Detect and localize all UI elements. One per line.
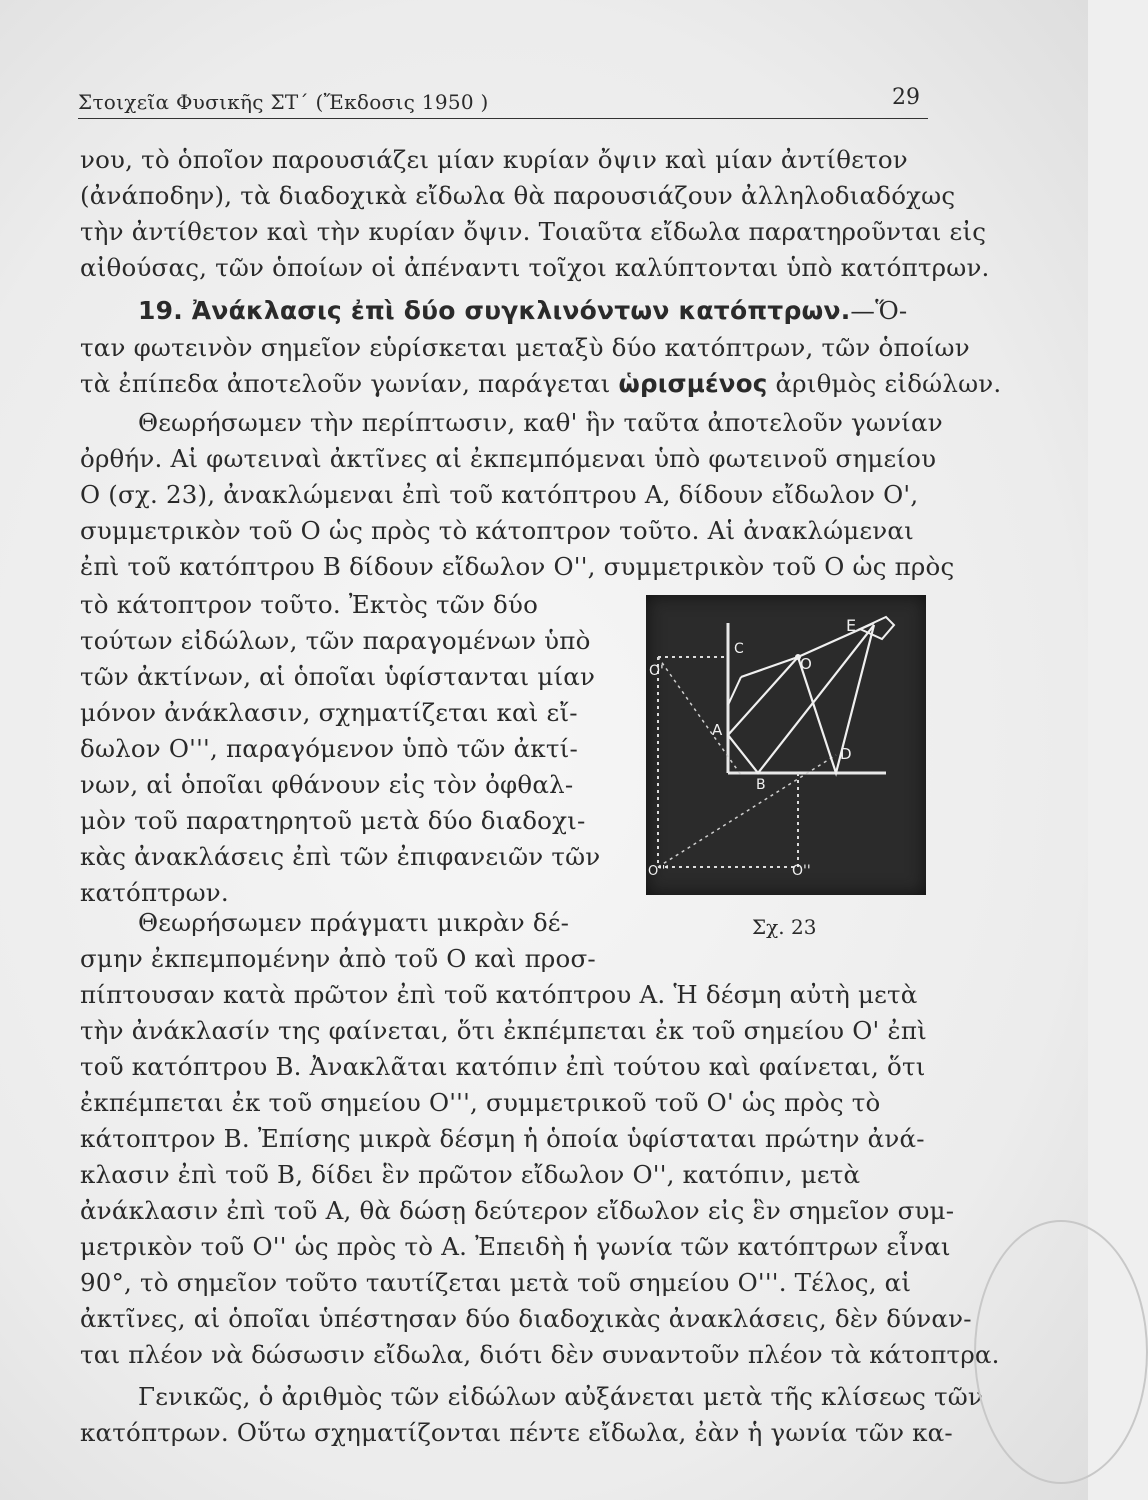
- label-o-prime: O': [649, 663, 664, 679]
- text-line: νων, αἱ ὁποῖαι φθάνουν εἰς τὸν ὀφθαλ-: [80, 770, 574, 799]
- text-line: κὰς ἀνακλάσεις ἐπὶ τῶν ἐπιφανειῶν τῶν: [80, 842, 601, 871]
- text-line: ἀκτῖνες, αἱ ὁποῖαι ὑπέστησαν δύο διαδοχικὰς ἀνακλάσεις, δὲν δύναν-: [80, 1304, 972, 1333]
- text-line: κατόπτρων. Οὕτω σχηματίζονται πέντε εἴδωλα, ἐὰν ἡ γωνία τῶν κα-: [80, 1418, 953, 1447]
- text-line: δωλον Ο''', παραγόμενον ὑπὸ τῶν ἀκτί-: [80, 734, 578, 763]
- figure-caption: Σχ. 23: [752, 915, 817, 939]
- figure-23: [646, 595, 926, 895]
- text-line: (ἀνάποδην), τὰ διαδοχικὰ εἴδωλα θὰ παρουσιάζουν ἀλληλοδιαδόχως: [80, 181, 956, 210]
- text-line: ταν φωτεινὸν σημεῖον εὑρίσκεται μεταξὺ δύο κατόπτρων, τῶν ὁποίων: [80, 333, 970, 362]
- mirror-diagram: [646, 595, 926, 895]
- ray-path: [798, 625, 874, 773]
- text-line: νου, τὸ ὁποῖον παρουσιάζει μίαν κυρίαν ὄψιν καὶ μίαν ἀντίθετον: [80, 145, 908, 174]
- text-line: κλασιν ἐπὶ τοῦ Β, δίδει ἓν πρῶτον εἴδωλον Ο'', κατόπιν, μετὰ: [80, 1160, 861, 1189]
- section-heading: 19. Ἀνάκλασις ἐπὶ δύο συγκλινόντων κατόπτρων.: [138, 296, 851, 325]
- text-line: ἐκπέμπεται ἐκ τοῦ σημείου Ο''', συμμετρικοῦ τοῦ Ο' ὡς πρὸς τὸ: [80, 1088, 881, 1117]
- label-a: A: [712, 721, 723, 739]
- header-title: Στοιχεῖα Φυσικῆς ΣΤ΄ (Ἔκδοσις 1950 ): [78, 90, 489, 114]
- label-b: B: [756, 777, 766, 793]
- page-number: 29: [892, 85, 920, 110]
- label-d: D: [840, 745, 852, 763]
- ray-path: [728, 625, 874, 773]
- text-line: Θεωρήσωμεν τὴν περίπτωσιν, καθ' ἣν ταῦτα ἀποτελοῦν γωνίαν: [138, 408, 943, 437]
- text-line: 90°, τὸ σημεῖον τοῦτο ταυτίζεται μετὰ τοῦ σημείου Ο'''. Τέλος, αἱ: [80, 1268, 912, 1297]
- text-span: τὰ ἐπίπεδα ἀποτελοῦν γωνίαν, παράγεται: [80, 369, 619, 398]
- text-line: σμην ἐκπεμπομένην ἀπὸ τοῦ Ο καὶ προσ-: [80, 944, 596, 973]
- text-line: πίπτουσαν κατὰ πρῶτον ἐπὶ τοῦ κατόπτρου Α. Ἡ δέσμη αὐτὴ μετὰ: [80, 980, 918, 1009]
- text-line: συμμετρικὸν τοῦ Ο ὡς πρὸς τὸ κάτοπτρον τοῦτο. Αἱ ἀνακλώμεναι: [80, 516, 914, 545]
- text-line: τῶν ἀκτίνων, αἱ ὁποῖαι ὑφίστανται μίαν: [80, 662, 596, 691]
- text-line: Γενικῶς, ὁ ἀριθμὸς τῶν εἰδώλων αὐξάνεται μετὰ τῆς κλίσεως τῶν: [138, 1382, 984, 1411]
- ray-path: [728, 677, 741, 705]
- text-line: τοῦ κατόπτρου Β. Ἀνακλᾶται κατόπιν ἐπὶ τούτου καὶ φαίνεται, ὅτι: [80, 1052, 926, 1081]
- text-line: μόνον ἀνάκλασιν, σχηματίζεται καὶ εἴ-: [80, 698, 578, 727]
- text-line: ὀρθήν. Αἱ φωτειναὶ ἀκτῖνες αἱ ἐκπεμπόμεναι ὑπὸ φωτεινοῦ σημείου: [80, 444, 937, 473]
- text-line: τὸ κάτοπτρον τοῦτο. Ἐκτὸς τῶν δύο: [80, 590, 539, 619]
- label-o: O: [800, 655, 812, 673]
- text-span: ἀριθμὸς εἰδώλων.: [767, 369, 1002, 398]
- bold-word: ὡρισμένος: [618, 369, 768, 398]
- text-line: Θεωρήσωμεν πράγματι μικρὰν δέ-: [138, 908, 570, 937]
- text-line: τούτων εἰδώλων, τῶν παραγομένων ὑπὸ: [80, 626, 591, 655]
- text-line: τὴν ἀντίθετον καὶ τὴν κυρίαν ὄψιν. Τοιαῦτα εἴδωλα παρατηροῦνται εἰς: [80, 217, 987, 246]
- section-heading-line: [138, 296, 942, 326]
- text-line: [80, 369, 1002, 399]
- text-line: μὸν τοῦ παρατηρητοῦ μετὰ δύο διαδοχι-: [80, 806, 586, 835]
- text-line: κάτοπτρον Β. Ἐπίσης μικρὰ δέσμη ἡ ὁποία ὑφίσταται πρώτην ἀνά-: [80, 1124, 925, 1153]
- text-line: ται πλέον νὰ δώσωσιν εἴδωλα, διότι δὲν συναντοῦν πλέον τὰ κάτοπτρα.: [80, 1340, 1000, 1369]
- text-line: αἰθούσας, τῶν ὁποίων οἱ ἀπέναντι τοῖχοι καλύπτονται ὑπὸ κατόπτρων.: [80, 253, 990, 282]
- text-line: τὴν ἀνάκλασίν της φαίνεται, ὅτι ἐκπέμπεται ἐκ τοῦ σημείου Ο' ἐπὶ: [80, 1016, 927, 1045]
- running-header: [78, 85, 928, 119]
- section-heading-tail: —Ὅ-: [850, 296, 908, 325]
- text-line: Ο (σχ. 23), ἀνακλώμεναι ἐπὶ τοῦ κατόπτρου Α, δίδουν εἴδωλον Ο',: [80, 480, 919, 509]
- label-c: C: [734, 641, 744, 657]
- library-stamp: [974, 1220, 1148, 1484]
- text-line: μετρικὸν τοῦ Ο'' ὡς πρὸς τὸ Α. Ἐπειδὴ ἡ γωνία τῶν κατόπτρων εἶναι: [80, 1232, 951, 1261]
- label-e: E: [846, 616, 857, 635]
- label-o-triple: O''': [648, 864, 669, 879]
- text-line: ἐπὶ τοῦ κατόπτρου Β δίδουν εἴδωλον Ο'', συμμετρικὸν τοῦ Ο ὡς πρὸς: [80, 552, 955, 581]
- text-line: κατόπτρων.: [80, 878, 229, 907]
- label-o-double: O'': [792, 863, 811, 879]
- text-line: ἀνάκλασιν ἐπὶ τοῦ Α, θὰ δώσῃ δεύτερον εἴδωλον εἰς ἓν σημεῖον συμ-: [80, 1196, 955, 1225]
